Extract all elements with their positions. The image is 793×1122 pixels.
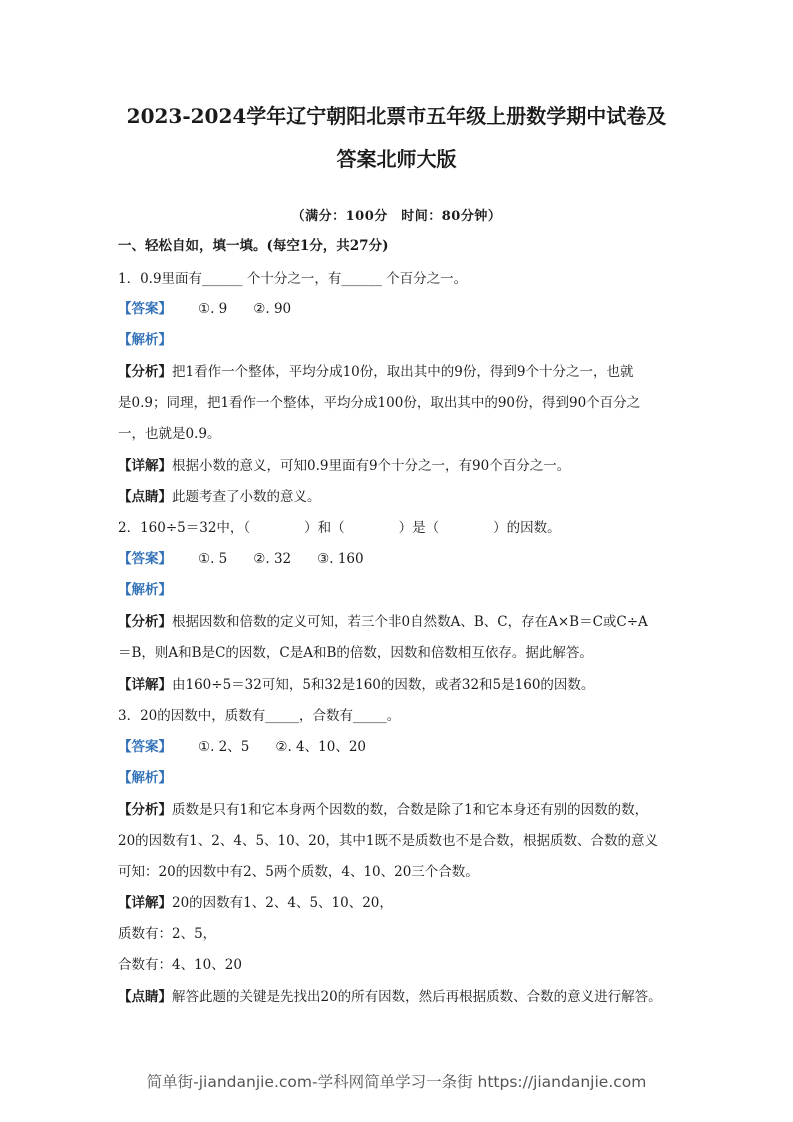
answer-row-3	[118, 737, 678, 757]
xiangjie-text: 根据小数的意义，可知0.9里面有9个十分之一，有90个百分之一。	[172, 458, 571, 474]
answer-item: ①. 9	[198, 301, 228, 317]
exam-meta: （满分：100分 时间：80分钟）	[291, 209, 502, 224]
answer-item: ②. 4、10、20	[275, 739, 367, 755]
answer-item: ①. 2、5	[198, 739, 250, 755]
xiangjie-3-l2: 质数有：2、5，	[118, 926, 217, 942]
answer-item: ②. 90	[253, 301, 292, 317]
dianjing-tag: 【点睛】	[118, 489, 172, 505]
dianjing-text: 此题考查了小数的意义。	[172, 489, 321, 505]
fenxi-3-l1	[118, 800, 678, 820]
xiangjie-3-l3: 合数有：4、10、20	[118, 957, 242, 973]
answer-item: ③. 160	[317, 551, 364, 567]
question-3: 3．20的因数中，质数有_____，合数有_____。	[118, 708, 401, 724]
xiangjie-2	[118, 675, 678, 695]
fenxi-tag: 【分析】	[118, 614, 172, 630]
dianjing-3	[118, 987, 678, 1007]
fenxi-tag: 【分析】	[118, 802, 172, 818]
answer-item: ①. 5	[198, 551, 228, 567]
document-title-line1: 2023-2024学年辽宁朝阳北票市五年级上册数学期中试卷及	[126, 104, 667, 128]
question-2: 2．160÷5＝32中，（ ）和（ ）是（ ）的因数。	[118, 520, 561, 536]
fenxi-text: 质数是只有1和它本身两个因数的数，合数是除了1和它本身还有别的因数的数，	[172, 802, 649, 818]
analysis-tag: 【解析】	[118, 582, 172, 598]
answer-item: ②. 32	[253, 551, 292, 567]
xiangjie-text: 20的因数有1、2、4、5、10、20，	[172, 895, 393, 911]
fenxi-1-l2: 是0.9；同理，把1看作一个整体，平均分成100份，取出其中的90份，得到90个百分之	[118, 395, 641, 411]
dianjing-text: 解答此题的关键是先找出20的所有因数，然后再根据质数、合数的意义进行解答。	[172, 989, 662, 1005]
fenxi-tag: 【分析】	[118, 364, 172, 380]
fenxi-2-l1	[118, 612, 678, 632]
xiangjie-3	[118, 893, 678, 913]
fenxi-text: 把1看作一个整体，平均分成10份，取出其中的9份，得到9个十分之一，也就	[172, 364, 634, 380]
xiangjie-text: 由160÷5＝32可知，5和32是160的因数，或者32和5是160的因数。	[172, 677, 595, 693]
page-footer: 简单街-jiandanjie.com-学科网简单学习一条街 https://jiandanjie.com	[146, 1073, 647, 1091]
fenxi-3-l3: 可知：20的因数中有2、5两个质数，4、10、20三个合数。	[118, 864, 479, 880]
answer-tag: 【答案】	[118, 551, 172, 567]
xiangjie-1	[118, 456, 678, 476]
section-heading: 一、轻松自如，填一填。(每空1分，共27分)	[118, 238, 389, 254]
answer-row-1	[118, 299, 678, 319]
xiangjie-tag: 【详解】	[118, 895, 172, 911]
fenxi-text: 根据因数和倍数的定义可知，若三个非0自然数A、B、C，存在A×B＝C或C÷A	[172, 614, 648, 630]
fenxi-1-l3: 一，也就是0.9。	[118, 426, 221, 442]
document-title-line2: 答案北师大版	[336, 147, 457, 171]
xiangjie-tag: 【详解】	[118, 458, 172, 474]
dianjing-tag: 【点睛】	[118, 989, 172, 1005]
answer-tag: 【答案】	[118, 739, 172, 755]
fenxi-2-l2: ＝B，则A和B是C的因数，C是A和B的倍数，因数和倍数相互依存。据此解答。	[118, 645, 593, 661]
analysis-tag: 【解析】	[118, 332, 172, 348]
answer-tag: 【答案】	[118, 301, 172, 317]
analysis-tag: 【解析】	[118, 770, 172, 786]
dianjing-1	[118, 487, 678, 507]
question-1: 1．0.9里面有______ 个十分之一，有______ 个百分之一。	[118, 271, 468, 287]
answer-row-2	[118, 549, 678, 569]
fenxi-1-l1	[118, 362, 678, 382]
fenxi-3-l2: 20的因数有1、2、4、5、10、20，其中1既不是质数也不是合数，根据质数、合数的意义	[118, 833, 658, 849]
xiangjie-tag: 【详解】	[118, 677, 172, 693]
